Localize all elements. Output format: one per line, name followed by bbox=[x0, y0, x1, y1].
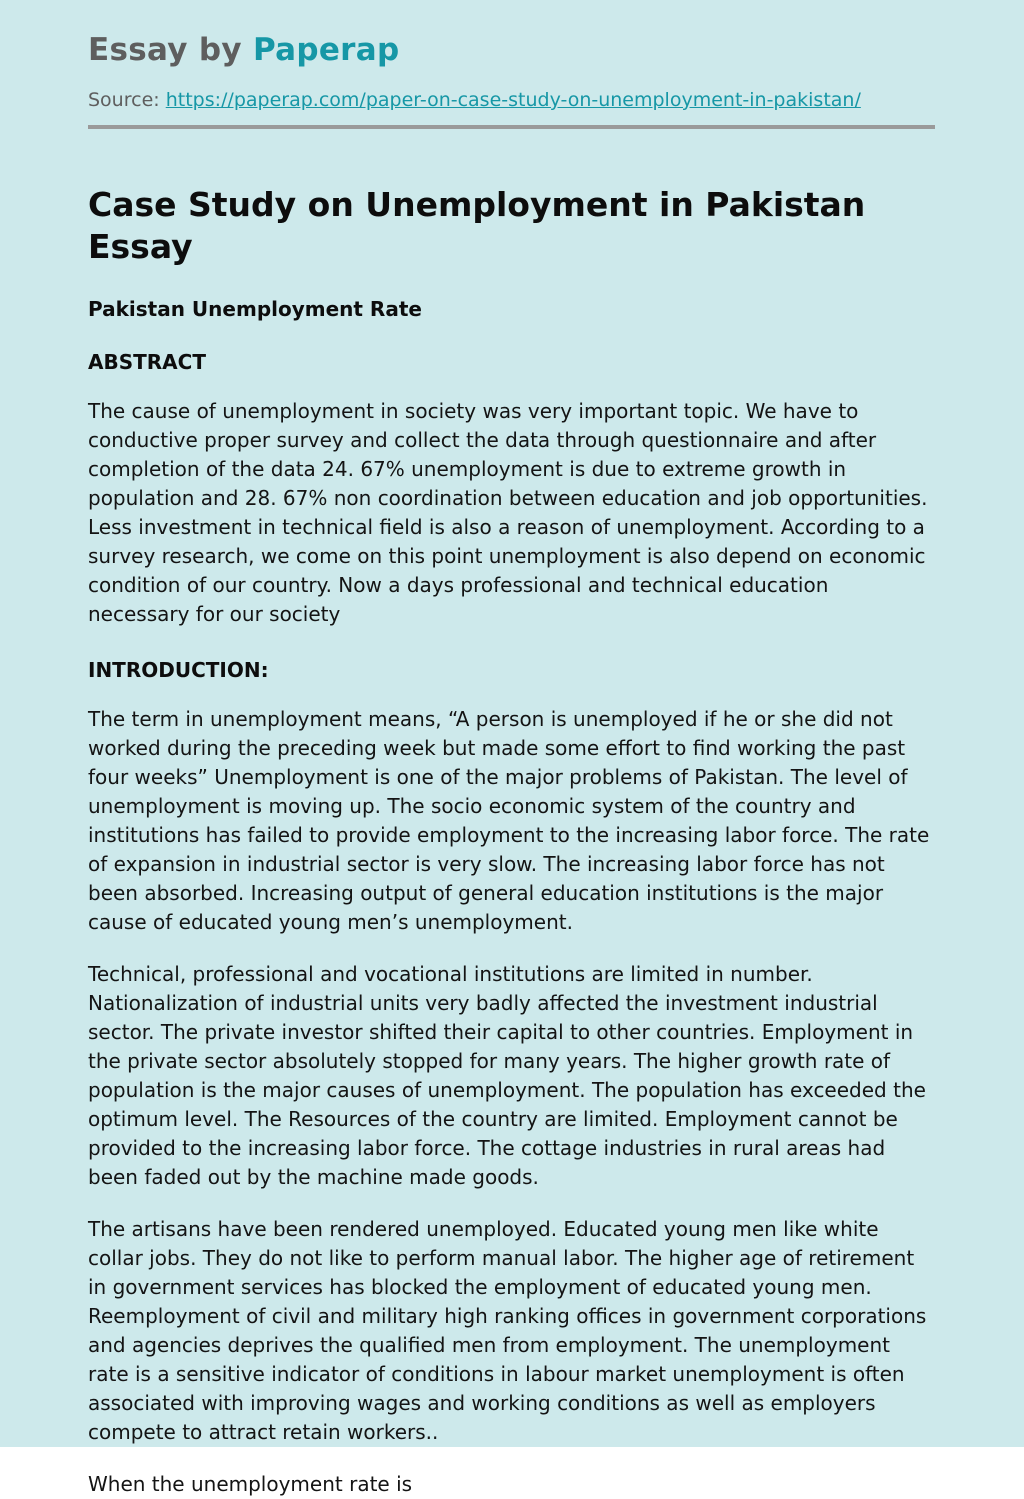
article-title: Case Study on Unemployment in Pakistan Essay bbox=[88, 185, 866, 267]
header-divider bbox=[88, 125, 935, 129]
introduction-paragraph-2: Technical, professional and vocational institutions are limited in number. Nationalization of industrial units very badly affected the investment industrial sector. The private investor shifted their capital to other countries. Employment in the private sector absolutely stopped for many years. The higher growth rate of population is the major causes of unemployment. The population has exceeded the optimum level. The Resources of the country are limited. Employment cannot be provided to the increasing labor force. The cottage industries in rural areas had been faded out by the machine made goods. bbox=[88, 962, 926, 1190]
section-heading-abstract: ABSTRACT bbox=[88, 350, 206, 375]
section-heading-introduction: INTRODUCTION: bbox=[88, 658, 269, 683]
article-subtitle: Pakistan Unemployment Rate bbox=[88, 297, 422, 322]
introduction-paragraph-3: The artisans have been rendered unemployed. Educated young men like white collar jobs. They do not like to perform manual labor. The higher age of retirement in government services has blocked the employment of educated young men. Reemployment of civil and military high ranking offices in government corporations and agencies deprives the qualified men from employment. The unemployment rate is a sensitive indicator of conditions in labour market unemployment is often associated with improving wages and working conditions as well as employers compete to attract retain workers.. bbox=[88, 1217, 927, 1445]
header-prefix: Essay by bbox=[88, 32, 242, 68]
brand-link[interactable]: Paperap bbox=[252, 32, 400, 68]
source-line bbox=[88, 89, 935, 111]
introduction-paragraph-4: When the unemployment rate is bbox=[88, 1472, 413, 1497]
introduction-paragraph-1: The term in unemployment means, “A person is unemployed if he or she did not worked during the preceding week but made some effort to find working the past four weeks” Unemployment is one of the major problems of Pakistan. The level of unemployment is moving up. The socio economic system of the country and institutions has failed to provide employment to the increasing labor force. The rate of expansion in industrial sector is very slow. The increasing labor force has not been absorbed. Increasing output of general education institutions is the major cause of educated young men’s unemployment. bbox=[88, 707, 930, 935]
site-header bbox=[88, 32, 935, 129]
source-link[interactable]: https://paperap.com/paper-on-case-study-on-unemployment-in-pakistan/ bbox=[165, 89, 861, 111]
abstract-paragraph: The cause of unemployment in society was very important topic. We have to conductive proper survey and collect the data through questionnaire and after completion of the data 24. 67% unemployment is due to extreme growth in population and 28. 67% non coordination between education and job opportunities. Less investment in technical field is also a reason of unemployment. According to a survey research, we come on this point unemployment is also depend on economic condition of our country. Now a days professional and technical education necessary for our society bbox=[88, 399, 928, 627]
page-header-title bbox=[88, 32, 935, 68]
article bbox=[88, 184, 935, 1499]
source-label: Source: bbox=[88, 89, 160, 111]
